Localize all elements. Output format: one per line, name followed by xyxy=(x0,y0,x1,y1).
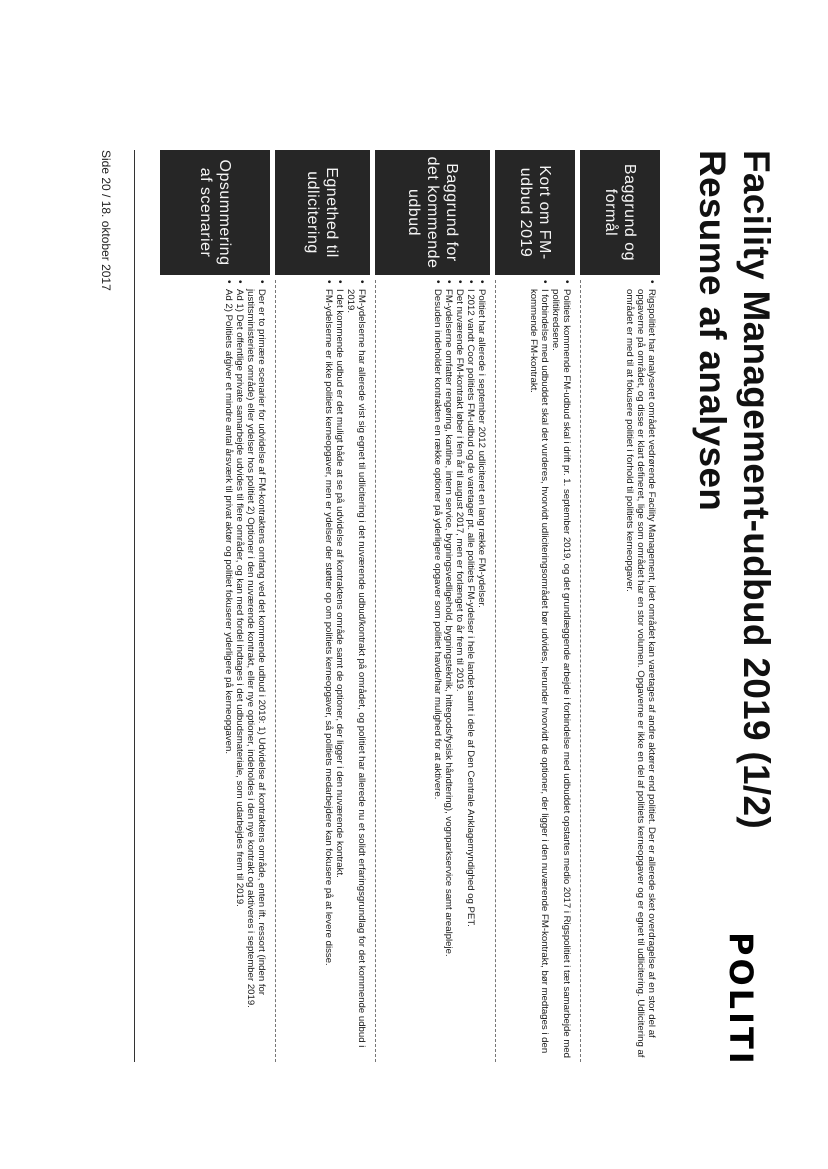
bullet-item: • Rigspolitiet har analyseret området vedrørende Facility Management, idet området kan varetages af andre aktører end politiet. Der er allerede sket overdragelse af en stor del af opgaverne på området, og disse er klart defineret, lige som området har en stor volumen. Opgaverne er ikke en del af politiets kerneopgaver og er egnet til udlicitering. Udlicitering af området er med til at fokusere politiet i forhold til politiets kerneopgaver. xyxy=(624,280,657,1062)
bullet-item: • Det nuværende FM-kontrakt løber i fem år til august 2017, men er forlænget to år frem til 2019. xyxy=(454,280,465,1062)
bullet-item: • FM-ydelserne har allerede vist sig egnet til udlicitering i det nuværende udbud/kontrakt på området, og politiet har allerede nu et solidt erfaringsgrundlag for det kommende udbud i 2019. xyxy=(345,280,367,1062)
section-content xyxy=(495,280,575,1062)
section-label: Baggrund og formål xyxy=(580,150,660,275)
section-baggrund-formaal xyxy=(580,150,660,1062)
politi-logo: POLITI xyxy=(722,932,760,1067)
bullet-item: • FM-ydelserne omfatter rengøring, kantine, intern service, bygningsvedligehold, bygningsteknik, hittegods/fysisk håndtering), vognparkservice samt arealpleje. xyxy=(443,280,454,1062)
bullet-item: • Ad 1) Det offentlige private samarbejde udvides til flere områder, og kan med fordel indtages i det udbudsmateriale, som udarbejdes frem til 2019. xyxy=(234,280,245,1062)
bottom-rule xyxy=(134,150,135,1062)
bullet-item: • I 2012 vandt Coor politiets FM-udbud og de varetager pt. alle politiets FM-ydelser i hele landet samt i dele af Den Centrale Anklagemyndighed og PET. xyxy=(465,280,476,1062)
bullet-item: • Der er to primære scenarier for udvidelse af FM-kontraktens omfang ved det kommende udbud i 2019: 1) Udvidelse af kontraktens område, enten ift. ressort (inden for justitsministeriets område) eller ydelser hos politiet 2) Optioner i den nuværende kontrakt, eller nye optioner, indeholdes i den nye kontrakt og aktiveres i september 2019. xyxy=(245,280,267,1062)
section-label: Baggrund for det kommende udbud xyxy=(375,150,490,275)
slide xyxy=(80,150,777,1150)
section-content xyxy=(160,280,270,1062)
bullet-item: • I det kommende udbud er det muligt både at se på udvidelse af kontraktens område samt de optioner, der ligger i den nuværende kontrakt. xyxy=(334,280,345,1062)
bullet-item: • Desuden indeholder kontrakten en række optioner på yderligere opgaver som politiet havde/har mulighed for at aktivere. xyxy=(432,280,443,1062)
bullet-item: • FM-ydelserne er ikke politiets kerneopgaver, men er ydelser der støtter op om politiets kerneopgaver, så politiets medarbejdere kan fokusere på at levere disse. xyxy=(323,280,334,1062)
section-content xyxy=(275,280,370,1062)
section-kort-om-fm-udbud xyxy=(495,150,575,1062)
section-content xyxy=(375,280,490,1062)
section-egnethed xyxy=(275,150,370,1062)
section-opsummering xyxy=(160,150,270,1062)
section-label: Egnethed til udlicitering xyxy=(275,150,370,275)
section-content xyxy=(580,280,660,1062)
page-title: Facility Management-udbud 2019 (1/2) Resume af analysen xyxy=(692,150,777,830)
bullet-item: • Ad 2) Politiets afgiver et mindre antal årsværk til privat aktør og politiet fokuserer yderligere på kerneopgaven. xyxy=(223,280,234,1062)
bullet-item: • Politiets kommende FM-udbud skal i drift pr. 1. september 2019, og det grundlæggende arbejde i forbindelse med udbuddet opstartes medio 2017 i Rigspolitiet i tæt samarbejde med politikredsene. xyxy=(550,280,572,1062)
bullet-item: • I forbindelse med udbuddet skal det vurderes, hvorvidt udliciteringsområdet bør udvides, herunder hvorvidt de optioner, der ligger i den nuværende FM-kontrakt, bør medtages i den kommende FM-kontrakt. xyxy=(528,280,550,1062)
section-label: Opsummering af scenarier xyxy=(160,150,270,275)
section-baggrund-kommende-udbud xyxy=(375,150,490,1062)
bullet-item: • Politiet har allerede i september 2012 udliciteret en lang række FM-ydelser. xyxy=(476,280,487,1062)
page-footer: Side 20 / 18. oktober 2017 xyxy=(99,150,113,291)
section-label: Kort om FM-udbud 2019 xyxy=(495,150,575,275)
